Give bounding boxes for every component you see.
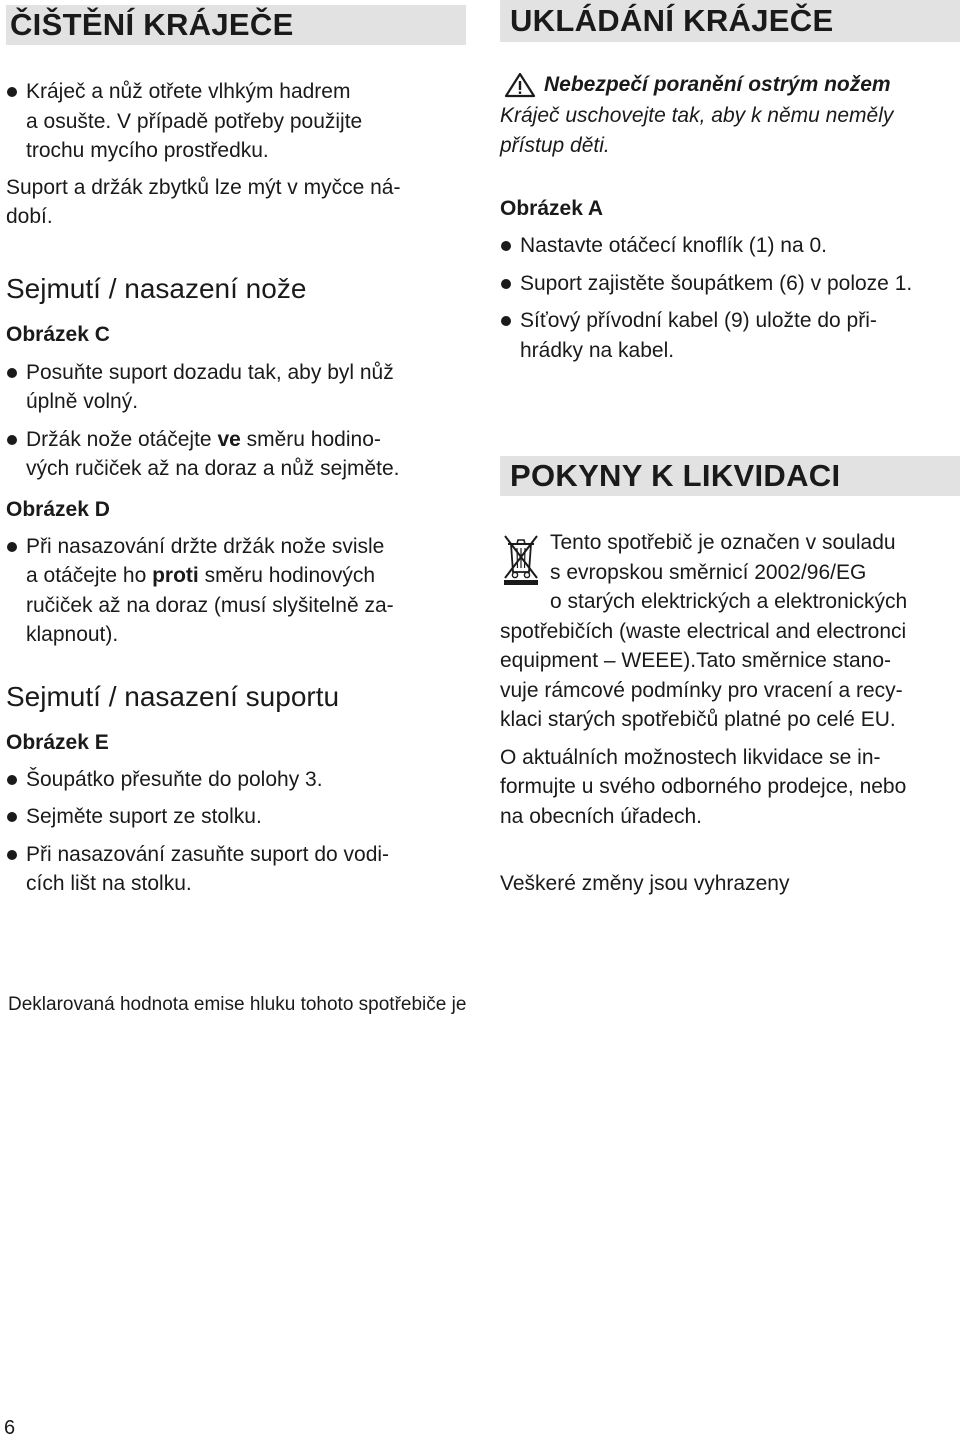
storage-list (500, 231, 960, 365)
figure-e-label: Obrázek E (6, 730, 109, 754)
list-item: Síťový přívodní kabel (9) uložte do při- hrádky na kabel. (500, 306, 960, 365)
list-item: Při nasazování držte držák nože svisle a otáčejte ho proti směru hodinových ručiček až na doraz (musí slyšitelně za- klapnout). (6, 532, 466, 650)
list-item: Při nasazování zasuňte suport do vodi- cích lišt na stolku. (6, 840, 466, 899)
disposal-info: O aktuálních možnostech likvidace se in- formujte u svého odborného prodejce, nebo na obecních úřadech. (500, 745, 907, 828)
figure-c-label: Obrázek C (6, 322, 110, 346)
list-item: Posuňte suport dozadu tak, aby byl nůž úplně volný. (6, 358, 466, 417)
list-item: Nastavte otáčecí knoflík (1) na 0. (500, 231, 960, 261)
changes-reserved: Veškeré změny jsou vyhrazeny (500, 872, 790, 895)
page-number: 6 (4, 1417, 16, 1439)
support-list (6, 765, 466, 899)
knife-insert-list (6, 532, 466, 650)
weee-text: spotřebičích (waste electrical and electronci equipment – WEEE).Tato směrnice stano- vuje rámcové podmínky pro vracení a recy- klaci starých spotřebičů platné po celé EU. (500, 619, 907, 731)
knife-remove-list (6, 358, 466, 484)
right-column (500, 0, 960, 899)
crossed-bin-icon (500, 530, 542, 586)
list-item: Suport zajistěte šoupátkem (6) v poloze 1. (500, 269, 960, 299)
list-item: Kráječ a nůž otřete vlhkým hadrem a osušte. V případě potřeby použijte trochu mycího prostředku. (6, 77, 466, 166)
support-section-title: Sejmutí / nasazení suportu (6, 680, 340, 712)
weee-block (500, 528, 960, 735)
warning-text: Kráječ uschovejte tak, aby k němu neměly přístup děti. (500, 104, 894, 157)
knife-section-title: Sejmutí / nasazení nože (6, 272, 307, 304)
cleaning-heading: ČIŠTĚNÍ KRÁJEČE (6, 5, 466, 45)
warning-heading: Nebezpečí poranění ostrým nožem (500, 70, 960, 99)
left-column (6, 0, 466, 899)
list-item: Sejměte suport ze stolku. (6, 802, 466, 832)
weee-text-indented: Tento spotřebič je označen v souladu s evropskou směrnicí 2002/96/EG o starých elektrických a elektronických (550, 531, 908, 613)
storage-heading: UKLÁDÁNÍ KRÁJEČE (500, 0, 960, 42)
noise-emission-note: Deklarovaná hodnota emise hluku tohoto spotřebiče je (8, 994, 467, 1015)
cleaning-note: Suport a držák zbytků lze mýt v myčce ná- dobí. (6, 175, 401, 228)
cleaning-list (6, 77, 466, 166)
figure-a-label: Obrázek A (500, 197, 604, 220)
list-item: Držák nože otáčejte ve směru hodino- vých ručiček až na doraz a nůž sejměte. (6, 425, 466, 484)
figure-d-label: Obrázek D (6, 497, 110, 521)
warning-triangle-icon (504, 72, 536, 98)
disposal-heading: POKYNY K LIKVIDACI (500, 456, 960, 496)
list-item: Šoupátko přesuňte do polohy 3. (6, 765, 466, 795)
